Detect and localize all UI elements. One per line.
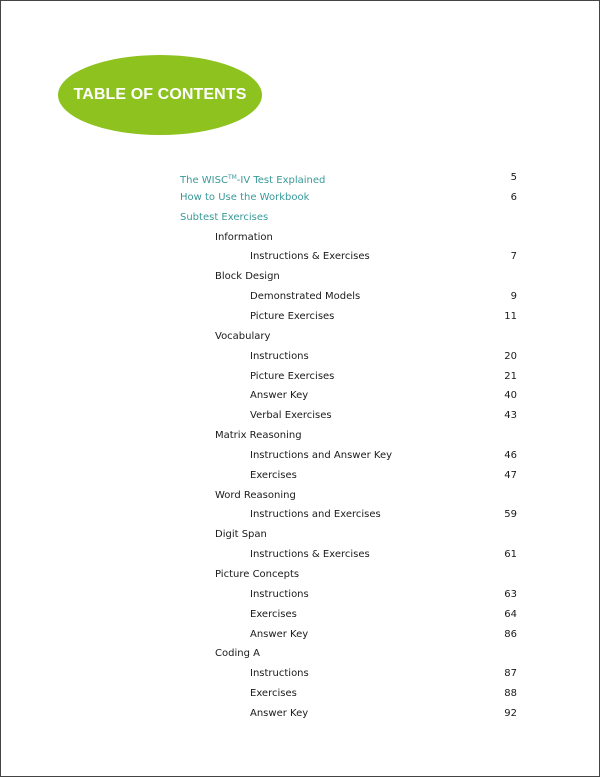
toc-entry-label-text: Exercises (250, 608, 297, 620)
toc-entry[interactable] (1, 308, 599, 326)
toc-entry-label-text: Picture Exercises (250, 370, 335, 382)
toc-entry[interactable] (1, 248, 599, 266)
toc-entry-label-text: Instructions and Answer Key (250, 449, 393, 461)
toc-entry[interactable] (1, 229, 599, 247)
toc-entry-label (215, 645, 260, 663)
toc-entry[interactable] (1, 526, 599, 544)
toc-entry-label-text: Exercises (250, 688, 297, 700)
toc-page-number: 87 (504, 668, 517, 680)
toc-page-number: 6 (510, 191, 517, 203)
toc-entry-label (250, 248, 370, 266)
toc-entry[interactable] (1, 487, 599, 505)
toc-entry-label-text: Verbal Exercises (250, 410, 332, 422)
toc-page-number: 92 (504, 707, 517, 719)
toc-page-number: 63 (504, 588, 517, 600)
table-of-contents (1, 1, 599, 776)
toc-entry-label-text: Instructions (250, 668, 309, 680)
toc-page-number: 86 (504, 628, 517, 640)
toc-page-number: 21 (504, 370, 517, 382)
toc-entry[interactable] (1, 645, 599, 663)
toc-entry-label (215, 487, 296, 505)
toc-page-number: 43 (504, 410, 517, 422)
toc-entry[interactable] (1, 665, 599, 683)
toc-entry-label-text: Vocabulary (215, 330, 271, 342)
toc-entry-label (250, 467, 297, 485)
toc-entry-label-text: Answer Key (250, 628, 309, 640)
toc-entry-label-text: Instructions (250, 588, 309, 600)
toc-entry[interactable] (1, 705, 599, 723)
toc-entry-label-text: How to Use the Workbook (180, 191, 310, 203)
toc-page-number: 59 (504, 509, 517, 521)
toc-page-number: 64 (504, 608, 517, 620)
toc-entry[interactable] (1, 328, 599, 346)
toc-entry[interactable] (1, 288, 599, 306)
toc-entry-label-text: Word Reasoning (215, 489, 296, 501)
toc-entry-label-text: The WISC (180, 175, 228, 186)
toc-entry-label (250, 665, 309, 683)
toc-entry-label-text: Information (215, 231, 273, 243)
toc-entry-label (250, 407, 332, 425)
toc-entry[interactable] (1, 348, 599, 366)
toc-entry-label (250, 705, 308, 723)
toc-entry-label (250, 546, 370, 564)
toc-entry-label (215, 229, 273, 247)
toc-entry-label-text: Picture Exercises (250, 310, 335, 322)
toc-entry[interactable] (1, 586, 599, 604)
toc-entry[interactable] (1, 268, 599, 286)
toc-entry-label (180, 189, 309, 207)
toc-entry-label (250, 288, 360, 306)
toc-entry-label (250, 368, 334, 386)
toc-page-number: 7 (510, 251, 517, 263)
toc-page-number: 61 (504, 549, 517, 561)
toc-entry[interactable] (1, 506, 599, 524)
toc-page-number: 46 (504, 449, 517, 461)
toc-entry-label (215, 566, 299, 584)
toc-entry[interactable] (1, 685, 599, 703)
toc-entry-label (215, 268, 280, 286)
toc-entry-label-text: Digit Span (215, 529, 267, 541)
toc-entry[interactable] (1, 189, 599, 207)
toc-entry-label (250, 308, 334, 326)
toc-entry[interactable] (1, 447, 599, 465)
toc-entry[interactable] (1, 169, 599, 187)
toc-entry[interactable] (1, 467, 599, 485)
toc-page-number: 9 (510, 291, 517, 303)
toc-page-number: 11 (504, 310, 517, 322)
toc-entry-label (250, 348, 309, 366)
toc-entry-label-text: Matrix Reasoning (215, 430, 302, 442)
toc-entry[interactable] (1, 427, 599, 445)
toc-entry[interactable] (1, 368, 599, 386)
toc-entry-label-text: Answer Key (250, 390, 309, 402)
toc-entry-label-text: Block Design (215, 271, 280, 283)
toc-entry-label (250, 626, 308, 644)
toc-page-number: 88 (504, 688, 517, 700)
toc-entry[interactable] (1, 606, 599, 624)
toc-page-number: 40 (504, 390, 517, 402)
trademark-superscript: TM (227, 174, 237, 181)
toc-entry-label (215, 427, 302, 445)
toc-page-number: 47 (504, 469, 517, 481)
toc-entry-label (215, 328, 270, 346)
toc-entry[interactable] (1, 566, 599, 584)
toc-entry-label-text: Coding A (215, 648, 260, 660)
toc-page-number: 5 (510, 172, 517, 183)
toc-page-number: 20 (504, 350, 517, 362)
toc-entry-label (250, 506, 381, 524)
toc-entry-label (215, 526, 267, 544)
toc-entry-label-text: Answer Key (250, 707, 309, 719)
toc-entry-label-text: -IV Test Explained (236, 175, 326, 186)
toc-entry-label (250, 685, 297, 703)
toc-entry-label-text: Demonstrated Models (250, 291, 361, 303)
toc-entry-label (250, 447, 392, 465)
toc-entry[interactable] (1, 407, 599, 425)
toc-entry-label-text: Instructions (250, 350, 309, 362)
toc-entry-label (180, 169, 325, 190)
toc-entry-label-text: Picture Concepts (215, 569, 300, 580)
toc-entry-label (250, 387, 308, 405)
page-title: TABLE OF CONTENTS (73, 86, 247, 103)
toc-entry-label-text: Instructions and Exercises (250, 509, 381, 521)
toc-entry[interactable] (1, 546, 599, 564)
toc-entry-label-text: Instructions & Exercises (250, 251, 370, 263)
toc-entry-label-text: Subtest Exercises (180, 211, 269, 223)
toc-entry-label-text: Instructions & Exercises (250, 549, 370, 561)
toc-entry[interactable] (1, 626, 599, 644)
toc-entry-label (250, 586, 309, 604)
toc-entry-label-text: Exercises (250, 469, 297, 481)
toc-entry[interactable] (1, 387, 599, 405)
toc-entry[interactable] (1, 209, 599, 227)
toc-entry-label (250, 606, 297, 624)
toc-entry-label (180, 209, 268, 227)
